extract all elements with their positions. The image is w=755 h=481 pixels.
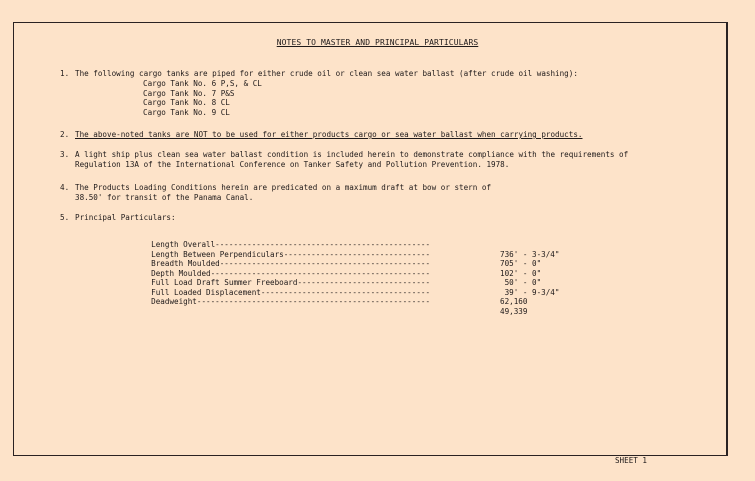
note-4-line-1: The Products Loading Conditions herein are predicated on a maximum draft at bow or stern of [75, 183, 492, 192]
page-title: NOTES TO MASTER AND PRINCIPAL PARTICULARS [276, 38, 479, 47]
sheet-number: SHEET 1 [614, 456, 647, 465]
list-item: Cargo Tank No. 6 P,S, & CL [143, 79, 262, 88]
note-3-line-1: A light ship plus clean sea water ballast condition is included herein to demonstrate compliance with the requirements of [75, 150, 629, 159]
particular-value: 705' - 0" [500, 259, 542, 269]
note-2-text: The above-noted tanks are NOT to be used for either products cargo or sea water ballast when carrying products. [75, 130, 583, 139]
particular-value: 736' - 3-3/4" [500, 249, 560, 259]
note-5-number: 5. [60, 213, 70, 222]
particular-label: Length Overall----------------------------------------------- [151, 240, 431, 250]
note-1-number: 1. [60, 69, 70, 78]
particular-label: Full Load Draft Summer Freeboard----------------------------- [151, 278, 431, 288]
note-3-line-2: Regulation 13A of the International Conference on Tanker Safety and Pollution Prevention. 1978. [75, 160, 510, 169]
note-4-number: 4. [60, 183, 70, 192]
note-4-line-2: 38.50' for transit of the Panama Canal. [75, 193, 254, 202]
particular-label: Breadth Moulded---------------------------------------------- [151, 259, 431, 269]
list-item: Cargo Tank No. 9 CL [143, 107, 230, 117]
cargo-tank-list [143, 79, 262, 117]
particular-label: Full Loaded Displacement------------------------------------- [151, 287, 431, 297]
particular-value: 62,160 [500, 297, 528, 307]
note-1-text: The following cargo tanks are piped for either crude oil or clean sea water ballast (after crude oil washing): [75, 69, 578, 78]
particular-label: Depth Moulded------------------------------------------------ [151, 268, 431, 278]
particular-value: 39' - 9-3/4" [500, 287, 560, 297]
note-2-number: 2. [60, 130, 70, 139]
particular-label: Deadweight--------------------------------------------------- [151, 297, 431, 307]
particular-value: 49,339 [500, 306, 528, 316]
note-5-text: Principal Particulars: [75, 213, 176, 222]
list-item: Cargo Tank No. 7 P&S [143, 88, 235, 98]
particular-label: Length Between Perpendiculars-------------------------------- [151, 249, 431, 259]
particular-value: 50' - 0" [500, 278, 542, 288]
list-item: Cargo Tank No. 8 CL [143, 98, 230, 108]
note-3-number: 3. [60, 150, 70, 159]
particular-value: 102' - 0" [500, 268, 542, 278]
